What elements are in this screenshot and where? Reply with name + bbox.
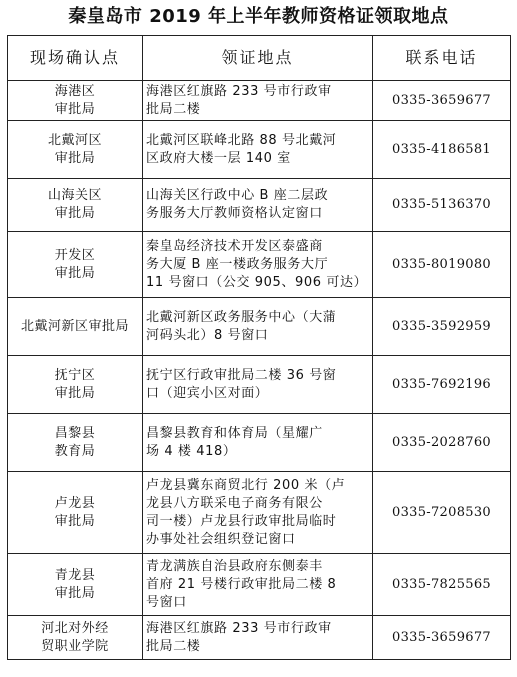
table-row — [8, 298, 511, 356]
table-row — [8, 121, 511, 179]
site-cell — [8, 554, 143, 616]
site-line: 海港区 — [54, 83, 96, 99]
phone-cell: 0335-3659677 — [373, 81, 511, 121]
phone-cell: 0335-7825565 — [373, 554, 511, 616]
phone-cell: 0335-4186581 — [373, 121, 511, 179]
address-cell — [143, 298, 373, 356]
site-line: 河北对外经 — [41, 620, 109, 636]
site-cell — [8, 616, 143, 660]
collection-sites-table — [7, 35, 511, 660]
site-line: 抚宁区 — [54, 367, 96, 383]
address-line: 批局二楼 — [146, 638, 201, 654]
address-line: 司一楼）卢龙县行政审批局临时 — [146, 513, 337, 529]
address-line: 北戴河区联峰北路 88 号北戴河 — [146, 132, 337, 148]
address-line: 务服务大厅教师资格认定窗口 — [146, 206, 323, 221]
table-row — [8, 414, 511, 472]
address-line: 口（迎宾小区对面） — [146, 385, 269, 401]
address-line: 办事处社会组织登记窗口 — [146, 531, 296, 547]
phone-cell: 0335-7692196 — [373, 356, 511, 414]
address-line: 卢龙县冀东商贸北行 200 米（卢 — [146, 477, 346, 493]
phone-cell: 0335-7208530 — [373, 472, 511, 554]
site-line: 北戴河新区审批局 — [20, 318, 129, 334]
address-line: 河码头北）8 号窗口 — [146, 327, 269, 343]
site-line: 卢龙县 — [54, 495, 96, 511]
site-cell — [8, 232, 143, 298]
address-line: 11 号窗口（公交 905、906 可达） — [146, 274, 368, 290]
site-line: 审批局 — [54, 206, 96, 221]
address-cell — [143, 179, 373, 232]
address-line: 青龙满族自治县政府东侧泰丰 — [146, 558, 323, 574]
address-line: 场 4 楼 418） — [146, 443, 237, 459]
address-cell — [143, 232, 373, 298]
site-line: 青龙县 — [54, 567, 96, 583]
site-line: 开发区 — [54, 247, 96, 263]
address-cell — [143, 472, 373, 554]
table-row — [8, 472, 511, 554]
address-line: 号窗口 — [146, 594, 187, 610]
table-row — [8, 616, 511, 660]
site-line: 山海关区 — [47, 188, 102, 203]
table-row — [8, 179, 511, 232]
table-header-row — [8, 36, 511, 81]
address-line: 秦皇岛经济技术开发区泰盛商 — [146, 238, 323, 254]
site-cell — [8, 121, 143, 179]
phone-cell: 0335-2028760 — [373, 414, 511, 472]
address-line: 山海关区行政中心 B 座二层政 — [146, 188, 329, 203]
site-line: 审批局 — [54, 150, 96, 166]
phone-cell: 0335-3592959 — [373, 298, 511, 356]
site-line: 昌黎县 — [54, 425, 96, 441]
header-phone: 联系电话 — [373, 36, 511, 81]
header-address: 领证地点 — [143, 36, 373, 81]
phone-cell: 0335-8019080 — [373, 232, 511, 298]
address-cell — [143, 356, 373, 414]
table-row — [8, 232, 511, 298]
site-line: 审批局 — [54, 385, 96, 401]
site-cell — [8, 298, 143, 356]
site-cell — [8, 179, 143, 232]
address-line: 批局二楼 — [146, 101, 201, 117]
site-line: 教育局 — [54, 443, 96, 459]
address-cell — [143, 616, 373, 660]
site-line: 贸职业学院 — [41, 638, 109, 654]
phone-cell: 0335-5136370 — [373, 179, 511, 232]
address-cell — [143, 81, 373, 121]
page-title: 秦皇岛市 2019 年上半年教师资格证领取地点 — [68, 6, 449, 27]
address-line: 北戴河新区政务服务中心（大蒲 — [146, 309, 337, 325]
table-row — [8, 356, 511, 414]
address-line: 首府 21 号楼行政审批局二楼 8 — [146, 576, 337, 592]
site-line: 审批局 — [54, 513, 96, 529]
table-row — [8, 554, 511, 616]
site-cell — [8, 81, 143, 121]
site-line: 北戴河区 — [47, 132, 102, 148]
site-cell — [8, 356, 143, 414]
site-cell — [8, 414, 143, 472]
address-line: 昌黎县教育和体育局（星耀广 — [146, 425, 323, 441]
address-cell — [143, 414, 373, 472]
site-line: 审批局 — [54, 101, 96, 117]
address-line: 务大厦 B 座一楼政务服务大厅 — [146, 256, 329, 272]
address-cell — [143, 554, 373, 616]
table-row — [8, 81, 511, 121]
address-line: 抚宁区行政审批局二楼 36 号窗 — [146, 367, 337, 383]
address-line: 龙县八方联采电子商务有限公 — [146, 495, 323, 511]
phone-cell: 0335-3659677 — [373, 616, 511, 660]
address-line: 海港区红旗路 233 号市行政审 — [146, 83, 332, 99]
site-line: 审批局 — [54, 585, 96, 601]
header-site: 现场确认点 — [8, 36, 143, 81]
site-line: 审批局 — [54, 265, 96, 281]
address-line: 海港区红旗路 233 号市行政审 — [146, 620, 332, 636]
address-line: 区政府大楼一层 140 室 — [146, 150, 291, 166]
site-cell — [8, 472, 143, 554]
address-cell — [143, 121, 373, 179]
